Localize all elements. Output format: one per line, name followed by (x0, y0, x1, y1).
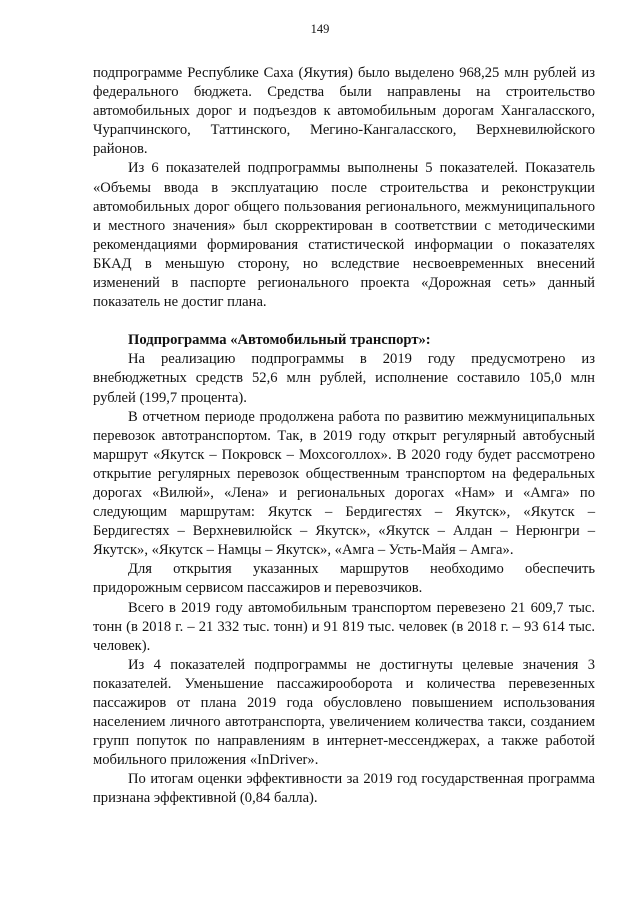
paragraph-roadside-service: Для открытия указанных маршрутов необходимо обеспечить придорожным сервисом пассажиров и перевозчиков. (93, 561, 595, 597)
paragraph-targets: Из 4 показателей подпрограммы не достигнуты целевые значения 3 показателей. Уменьшение пассажирооборота и количества перевезенных пассажиров от плана 2019 года обусловлено повышением использования населением личного автотранспорта, увеличением количества такси, созданием групп попуток по направлениям в интернет-мессенджерах, а также работой мобильного приложения «InDriver». (93, 656, 595, 769)
document-body (93, 64, 595, 809)
paragraph-routes: В отчетном периоде продолжена работа по развитию межмуниципальных перевозок автотранспортом. Так, в 2019 году открыт регулярный автобусный маршрут «Якутск – Покровск – Мохсоголлох». В 2020 году будет рассмотрено открытие регулярных перевозок общественным транспортом на федеральных дорогах «Вилюй», «Лена» и региональных дорогах «Нам» и «Амга» по следующим маршрутам: Якутск – Бердигестях – Якутск», «Якутск – Бердигестях – Верхневилюйск – Якутск», «Якутск – Алдан – Нерюнгри – Якутск», «Якутск – Намцы – Якутск», «Амга – Усть-Майя – Амга». (93, 408, 595, 559)
section-heading: Подпрограмма «Автомобильный транспорт»: (128, 332, 431, 349)
paragraph-indicators: Из 6 показателей подпрограммы выполнены 5 показателей. Показатель «Объемы ввода в эксплуатацию после строительства и реконструкции автомобильных дорог общего пользования регионального, межмуниципального и местного значения» был скорректирован в соответствии с методическими рекомендациями формирования статистической информации о показателях БКАД в меньшую сторону, но вследствие несвоевременных внесений изменений в паспорте регионального проекта «Дорожная сеть» данный показатель не достиг плана. (93, 160, 595, 311)
paragraph-funding: На реализацию подпрограммы в 2019 году предусмотрено из внебюджетных средств 52,6 млн рублей, исполнение составило 105,0 млн рублей (199,7 процента). (93, 351, 595, 406)
paragraph-efficiency: По итогам оценки эффективности за 2019 год государственная программа признана эффективной (0,84 балла). (93, 771, 595, 807)
paragraph-continuation: подпрограмме Республике Саха (Якутия) было выделено 968,25 млн рублей из федерального бюджета. Средства были направлены на строительство автомобильных дорог и подъездов к автомобильным дорогам Хангаласского, Чурапчинского, Таттинского, Мегино-Кангаласского, Верхневилюйского районов. (93, 65, 595, 158)
paragraph-transport-volume: Всего в 2019 году автомобильным транспортом перевезено 21 609,7 тыс. тонн (в 2018 г. – 21 332 тыс. тонн) и 91 819 тыс. человек (в 2018 г. – 93 614 тыс. человек). (93, 599, 595, 654)
page-number: 149 (310, 22, 330, 36)
